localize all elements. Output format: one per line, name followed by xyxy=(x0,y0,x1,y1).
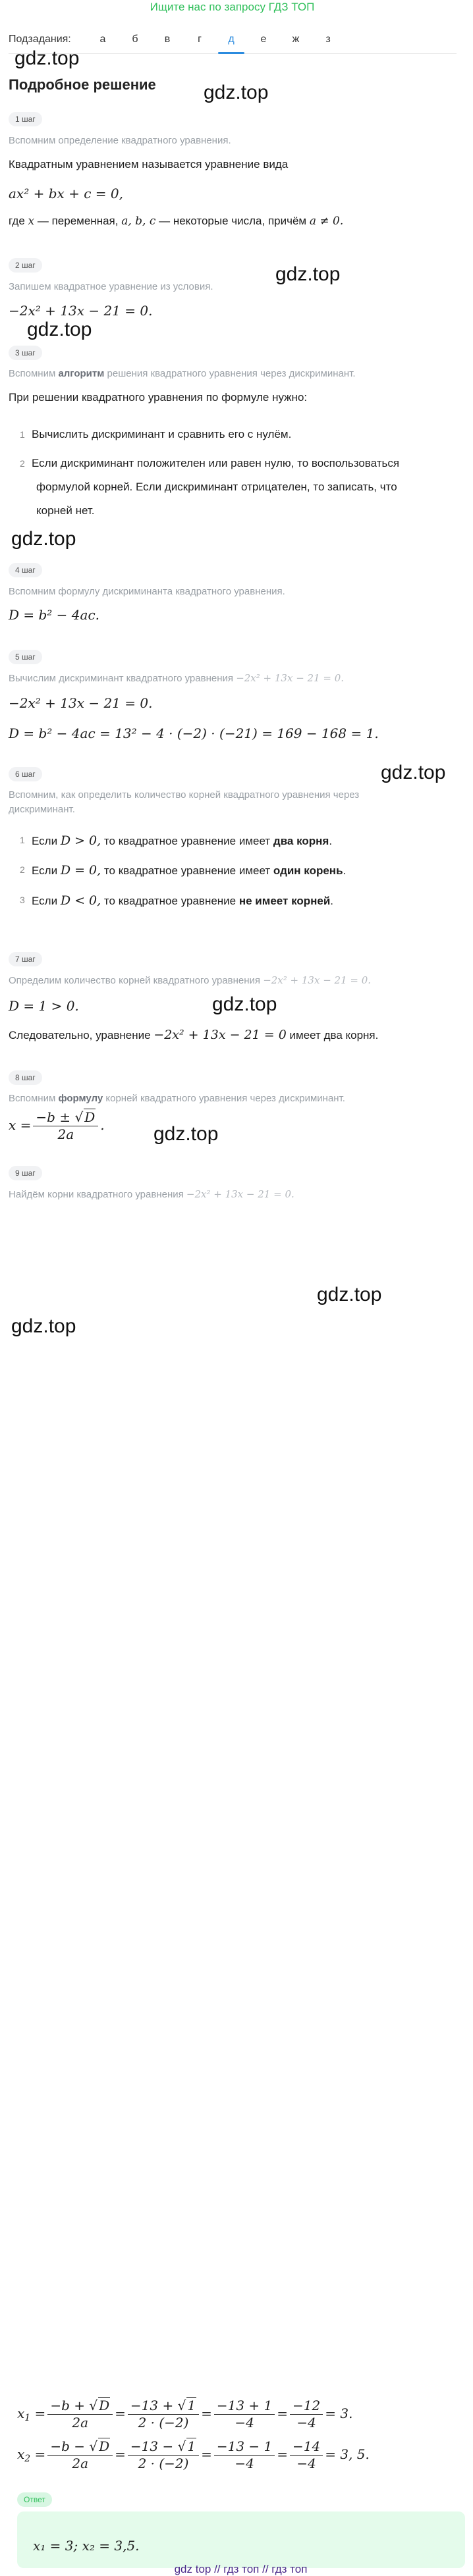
math-inline: −2x² + 13x − 21 = 0. xyxy=(236,672,345,684)
math-inline: D < 0, xyxy=(60,893,101,908)
watermark: gdz.top xyxy=(212,993,277,1015)
text-fragment: — некоторые числа, причём xyxy=(159,215,307,227)
text-fragment: где xyxy=(9,215,25,227)
text-fragment: Вспомним xyxy=(9,368,56,379)
step-hint xyxy=(9,368,356,379)
watermark: gdz.top xyxy=(317,1284,382,1305)
list-number: 1 xyxy=(20,835,25,845)
step-hint xyxy=(9,672,344,684)
tab-v[interactable]: в xyxy=(164,34,171,45)
step-badge: 7 шаг xyxy=(9,952,42,966)
text-fragment: Следовательно, уравнение xyxy=(9,1029,151,1041)
step-badge: 8 шаг xyxy=(9,1070,42,1085)
watermark: gdz.top xyxy=(275,263,341,285)
list-number: 2 xyxy=(20,458,25,469)
formula: D = 1 > 0. xyxy=(9,998,79,1014)
tab-z[interactable]: з xyxy=(325,34,331,45)
list-number: 2 xyxy=(20,864,25,875)
formula: −2x² + 13x − 21 = 0. xyxy=(9,303,153,319)
formula: −2x² + 13x − 21 = 0. xyxy=(9,695,153,711)
formula: D = b² − 4ac. xyxy=(9,607,100,623)
step-text: При решении квадратного уравнения по формуле нужно: xyxy=(9,391,308,404)
text-fragment: два корня xyxy=(273,835,329,847)
tab-zh[interactable]: ж xyxy=(292,34,300,45)
step-text xyxy=(9,1028,378,1042)
text-fragment: . xyxy=(343,864,347,877)
step-text xyxy=(9,215,343,228)
step-hint: Вспомним определение квадратного уравнения. xyxy=(9,135,231,146)
math-inline: D > 0, xyxy=(60,833,101,848)
watermark: gdz.top xyxy=(11,528,76,550)
list-text: Если дискриминант положителен или равен нулю, то воспользоваться xyxy=(32,457,400,469)
list-number: 1 xyxy=(20,429,25,440)
list-number: 3 xyxy=(20,895,25,905)
watermark: gdz.top xyxy=(27,319,92,340)
text-fragment: . xyxy=(330,895,334,907)
text-fragment: Определим количество корней квадратного уравнения xyxy=(9,975,261,986)
text-fragment: то квадратное уравнение имеет xyxy=(103,835,271,847)
step-badge: 9 шаг xyxy=(9,1166,42,1180)
math-var: a, b, c xyxy=(121,215,156,228)
text-fragment: — переменная, xyxy=(37,215,119,227)
step-hint: дискриминант. xyxy=(9,804,75,815)
text-fragment: имеет два корня. xyxy=(289,1029,379,1041)
subtasks-label: Подзадания: xyxy=(9,34,71,45)
list-text: корней нет. xyxy=(36,504,95,517)
step-hint: Вспомним формулу дискриминанта квадратного уравнения. xyxy=(9,586,285,597)
step-hint xyxy=(9,1093,345,1104)
text-fragment: . xyxy=(329,835,333,847)
root-x1-formula: $x_1$ = $\frac{-b + √ D}{2a}$ = $\frac{-13 + √ 1}{2 \cdot (-2)}$ = $\frac{-13 + 1}{-4}$ = $\frac{-12}{-4}$ = 3. xyxy=(17,2398,353,2431)
step-badge: 3 шаг xyxy=(9,346,42,360)
text-fragment: формулу xyxy=(58,1093,103,1104)
text-fragment: Вычислим дискриминант квадратного уравнения xyxy=(9,673,234,684)
text-fragment: решения квадратного уравнения через дискриминант. xyxy=(107,368,356,379)
step-badge: 1 шаг xyxy=(9,112,42,126)
text-fragment: не имеет корней xyxy=(238,895,331,907)
text-fragment: то квадратное уравнение имеет xyxy=(103,864,271,877)
list-text xyxy=(32,893,333,908)
math-inline: D = 0, xyxy=(60,863,101,878)
tab-e[interactable]: е xyxy=(260,34,267,45)
watermark: gdz.top xyxy=(153,1123,219,1145)
tab-g[interactable]: г xyxy=(198,34,202,45)
page-title: Подробное решение xyxy=(9,76,156,93)
list-text: формулой корней. Если дискриминант отрицателен, то записать, что xyxy=(36,481,397,493)
math-var: a ≠ 0. xyxy=(309,215,344,228)
fraction: $\frac{-b \pm √ D}{2a}$ xyxy=(33,1110,98,1142)
text-fragment: корней квадратного уравнения через дискриминант. xyxy=(105,1093,345,1104)
promo-banner[interactable]: Ищите нас по запросу ГДЗ ТОП xyxy=(150,1,315,13)
text-fragment: то квадратное уравнение xyxy=(103,895,237,907)
text-fragment: Если xyxy=(32,895,58,907)
step-badge: 4 шаг xyxy=(9,563,42,577)
list-text xyxy=(32,863,346,878)
text-fragment: Вспомним xyxy=(9,1093,56,1104)
watermark: gdz.top xyxy=(381,762,446,783)
tab-a[interactable]: а xyxy=(99,34,106,45)
answer-box xyxy=(17,2511,465,2568)
text-fragment: Если xyxy=(32,864,58,877)
list-text: Вычислить дискриминант и сравнить его с нулём. xyxy=(32,428,292,440)
tab-d[interactable]: д xyxy=(228,34,235,45)
answer-text: x₁ = 3; x₂ = 3,5. xyxy=(33,2538,140,2554)
step-badge: 2 шаг xyxy=(9,258,42,273)
tab-b[interactable]: б xyxy=(132,34,138,45)
text-fragment: Если xyxy=(32,835,58,847)
step-text: Квадратным уравнением называется уравнение вида xyxy=(9,158,289,171)
root-formula: x = $\frac{-b \pm √ D}{2a}$ . xyxy=(9,1109,105,1142)
math-inline: −2x² + 13x − 21 = 0 xyxy=(153,1028,287,1042)
watermark: gdz.top xyxy=(14,47,80,69)
text-fragment: алгоритм xyxy=(58,368,105,379)
step-hint xyxy=(9,1188,370,2575)
root-x2-formula: $x_2$ = $\frac{-b - √ D}{2a}$ = $\frac{-13 - √ 1}{2 \cdot (-2)}$ = $\frac{-13 - 1}{-4}$ = $\frac{-14}{-4}$ = 3, 5. xyxy=(17,2438,370,2471)
footer-links[interactable]: gdz top // гдз топ // гдз топ xyxy=(174,2563,308,2575)
math-var: x xyxy=(28,215,35,228)
answer-badge: Ответ xyxy=(17,2492,52,2507)
active-tab-indicator xyxy=(218,52,244,54)
watermark: gdz.top xyxy=(11,1315,76,1337)
step-badge: 5 шаг xyxy=(9,650,42,664)
formula: ax² + bx + c = 0, xyxy=(9,186,124,201)
math-inline: −2x² + 13x − 21 = 0. xyxy=(186,1188,294,1200)
step-badge: 6 шаг xyxy=(9,767,42,781)
watermark: gdz.top xyxy=(204,82,269,103)
step-hint: Запишем квадратное уравнение из условия. xyxy=(9,281,213,292)
step-hint xyxy=(9,974,371,986)
text-fragment: один корень xyxy=(273,864,343,877)
formula: D = b² − 4ac = 13² − 4 · (−2) · (−21) = 169 − 168 = 1. xyxy=(9,725,379,741)
list-text xyxy=(32,833,332,848)
text-fragment: Найдём корни квадратного уравнения xyxy=(9,1189,184,1200)
step-hint: Вспомним, как определить количество корней квадратного уравнения через xyxy=(9,789,360,801)
math-inline: −2x² + 13x − 21 = 0. xyxy=(263,974,372,986)
